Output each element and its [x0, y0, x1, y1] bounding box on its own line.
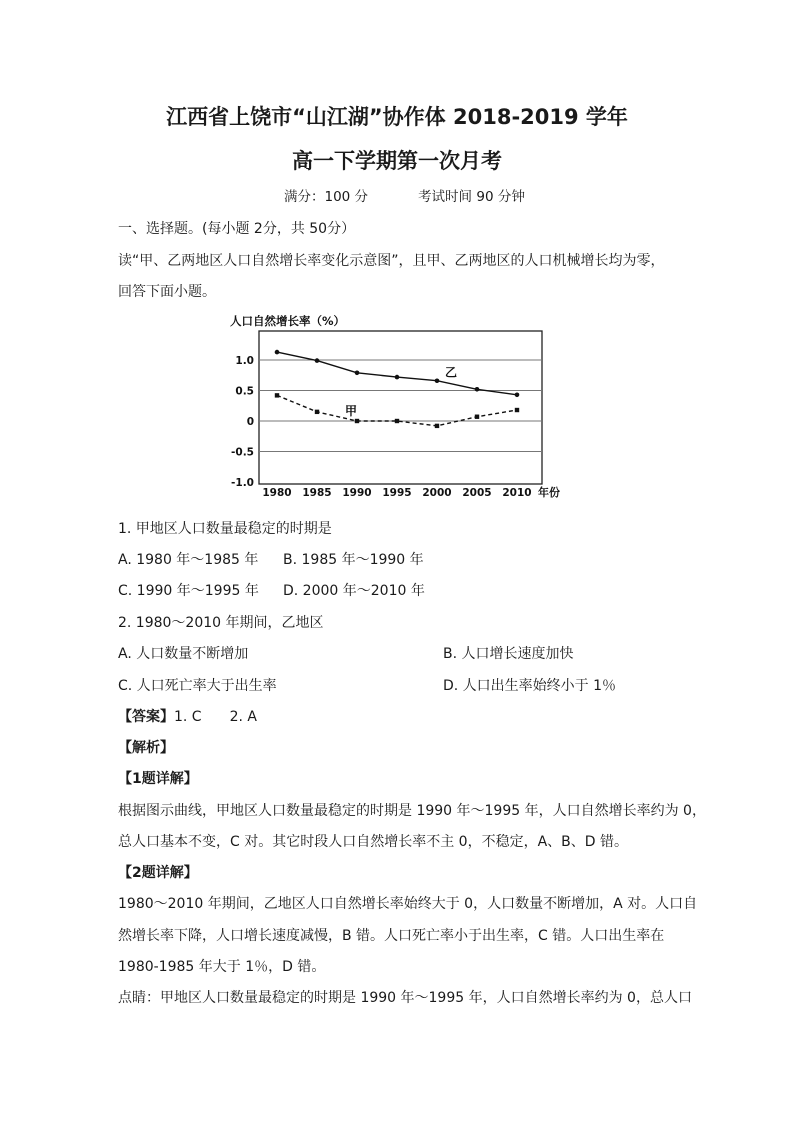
x-tick-label: 2000: [422, 487, 452, 499]
y-tick-label: -0.5: [231, 446, 254, 459]
series-label: 乙: [445, 365, 458, 380]
chart-title: 人口自然增长率（%）: [230, 314, 346, 328]
q2-option-d: D. 人口出生率始终小于 1％: [443, 678, 617, 694]
y-tick-label: 0.5: [235, 385, 254, 398]
q2-option-a: A. 人口数量不断增加: [118, 646, 249, 662]
data-point: [315, 358, 320, 363]
series-label: 甲: [345, 403, 358, 418]
data-point: [275, 393, 279, 397]
intro-line-2: 回答下面小题。: [118, 284, 216, 300]
series-line-乙: [277, 352, 517, 395]
data-point: [395, 375, 400, 380]
x-tick-label: 2010: [502, 487, 532, 499]
intro-line-1: 读“甲、乙两地区人口自然增长率变化示意图”，且甲、乙两地区的人口机械增长均为零，: [118, 253, 665, 269]
data-point: [435, 378, 440, 383]
q2-analysis-line-3: 1980-1985 年大于 1％，D 错。: [118, 959, 326, 975]
q2-option-c: C. 人口死亡率大于出生率: [118, 678, 277, 694]
data-point: [355, 371, 360, 376]
answer-text: 1. C 2. A: [174, 709, 257, 725]
data-point: [515, 392, 520, 397]
x-tick-label: 1985: [302, 487, 332, 499]
section-heading: 一、选择题。(每小题 2分，共 50分）: [118, 221, 356, 237]
q1-analysis-heading: 【1题详解】: [118, 771, 198, 787]
population-growth-chart: [225, 312, 575, 504]
data-point: [515, 408, 519, 412]
q1-option-b: B. 1985 年～1990 年: [283, 552, 424, 568]
q2-analysis-line-2: 然增长率下降，人口增长速度减慢，B 错。人口死亡率小于出生率，C 错。人口出生率在: [118, 928, 665, 944]
exam-title-line1: 江西省上饶市“山江湖”协作体 2018-2019 学年: [166, 105, 628, 129]
exam-title-line2: 高一下学期第一次月考: [292, 149, 502, 173]
full-score: 满分：100 分: [284, 189, 369, 205]
x-tick-label: 2005: [462, 487, 492, 499]
answer-label: 【答案】: [118, 709, 174, 725]
x-tick-label: 1990: [342, 487, 372, 499]
q1-option-c: C. 1990 年～1995 年: [118, 583, 259, 599]
q1-option-d: D. 2000 年～2010 年: [283, 583, 425, 599]
x-tick-label: 1980: [262, 487, 292, 499]
data-point: [355, 419, 359, 423]
chart-svg: [225, 312, 575, 504]
y-tick-label: 1.0: [235, 355, 254, 367]
data-point: [435, 424, 439, 428]
q1-stem: 1. 甲地区人口数量最稳定的时期是: [118, 521, 332, 537]
exam-meta: [284, 187, 525, 207]
exam-time: 考试时间 90 分钟: [418, 189, 525, 205]
answer-line: [118, 707, 257, 727]
data-point: [395, 419, 399, 423]
data-point: [475, 387, 480, 392]
q1-analysis-line-2: 总人口基本不变，C 对。其它时段人口自然增长率不主 0，不稳定，A、B、D 错。: [118, 834, 628, 850]
plot-frame: [259, 331, 542, 484]
q2-analysis-line-1: 1980～2010 年期间，乙地区人口自然增长率始终大于 0，人口数量不断增加，A 对。人口自: [118, 896, 698, 912]
q1-option-a: A. 1980 年～1985 年: [118, 552, 259, 568]
y-tick-label: -1.0: [231, 477, 254, 489]
y-tick-label: 0: [246, 416, 254, 428]
x-tick-label: 1995: [382, 487, 412, 499]
q2-option-b: B. 人口增长速度加快: [443, 646, 574, 662]
q2-analysis-heading: 【2题详解】: [118, 865, 198, 881]
x-axis-label: 年份: [538, 486, 560, 499]
q1-analysis-line-1: 根据图示曲线，甲地区人口数量最稳定的时期是 1990 年～1995 年，人口自然增长率约为 0，: [118, 803, 706, 819]
q2-stem: 2. 1980～2010 年期间，乙地区: [118, 615, 324, 631]
data-point: [315, 410, 319, 414]
analysis-heading: 【解析】: [118, 740, 174, 756]
data-point: [475, 415, 479, 419]
note-line: 点睛：甲地区人口数量最稳定的时期是 1990 年～1995 年，人口自然增长率约为 0，总人口: [118, 990, 692, 1006]
data-point: [275, 350, 280, 355]
